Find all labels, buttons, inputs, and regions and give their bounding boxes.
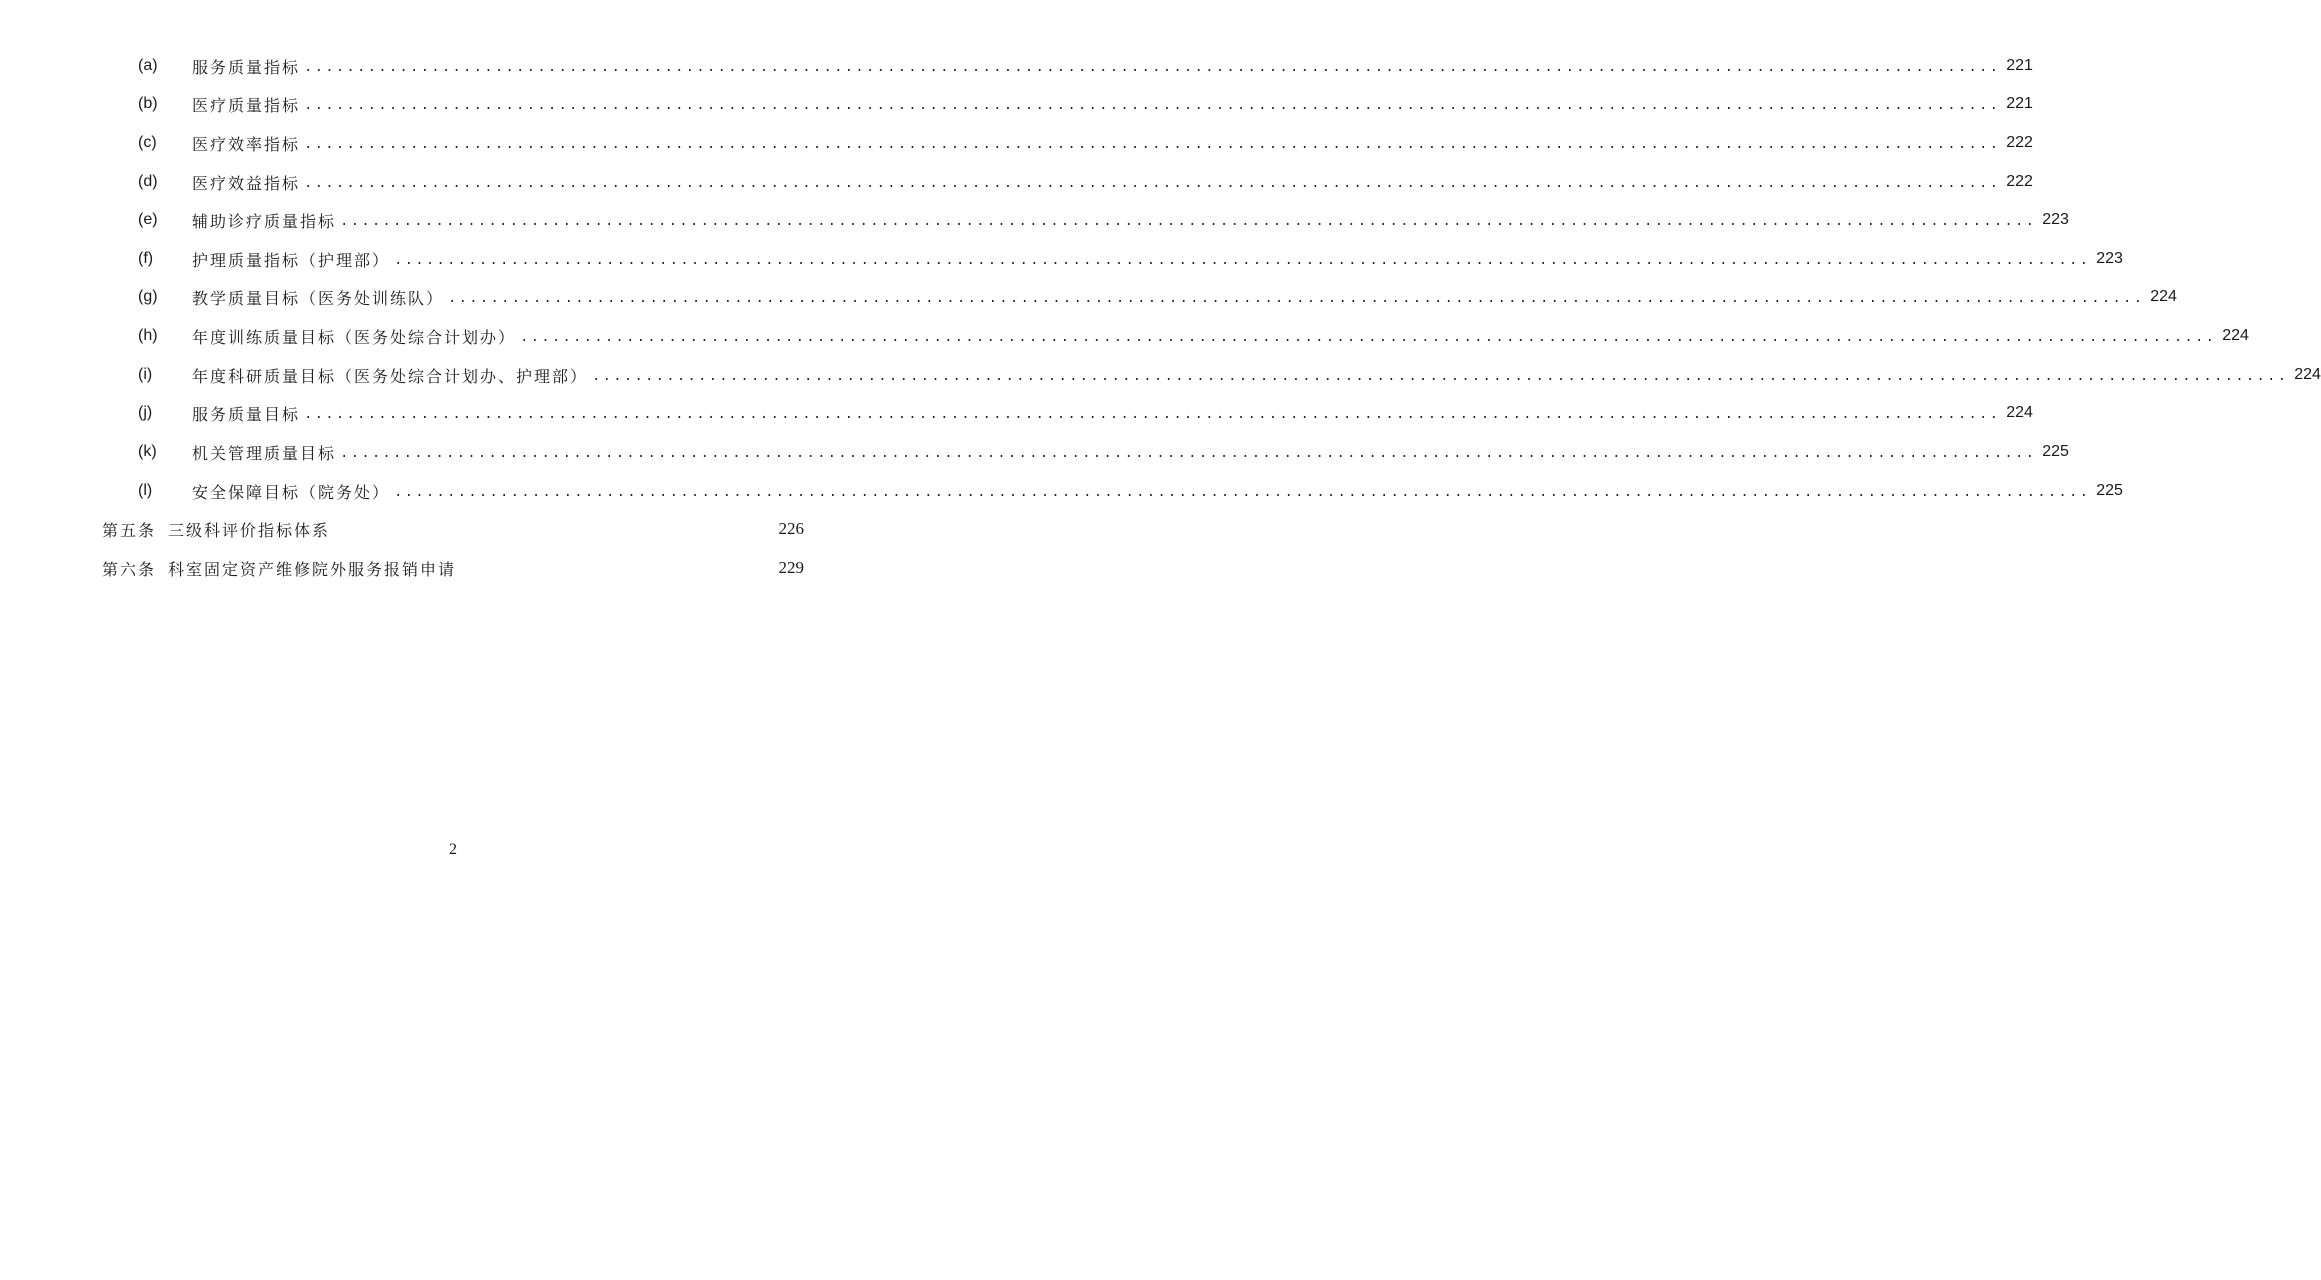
toc-entry-page: 221	[2006, 57, 2033, 74]
toc-entry-page: 224	[2222, 327, 2249, 344]
toc-entry-page: 224	[2150, 288, 2177, 305]
toc-entry-marker: (f)	[138, 250, 154, 267]
dot-leader: ................................................................................................................................................................	[304, 60, 2001, 76]
toc-entry-marker: (a)	[138, 57, 158, 74]
dot-leader: ................................................................................................................................................................	[394, 485, 2091, 501]
toc-entry-marker: (d)	[138, 173, 158, 190]
toc-entry-page: 223	[2096, 250, 2123, 267]
toc-entry-marker: (l)	[138, 482, 153, 499]
toc-article-title	[102, 518, 779, 541]
toc-entry-marker: (b)	[138, 95, 158, 112]
toc-entry-title: 安全保障目标（院务处）	[192, 482, 391, 502]
toc-entry-title: 辅助诊疗质量指标	[192, 211, 337, 231]
toc-entry-title: 医疗质量指标	[192, 95, 301, 115]
toc-article-number: 第五条	[102, 520, 157, 540]
dot-leader: ................................................................................................................................................................	[394, 253, 2091, 269]
toc-entry-f[interactable]	[138, 247, 2123, 271]
toc-entry-title: 医疗效率指标	[192, 134, 301, 154]
toc-entry-marker: (c)	[138, 134, 157, 151]
toc-entry-title: 年度训练质量目标（医务处综合计划办）	[192, 327, 517, 347]
dot-leader: ................................................................................................................................................................	[340, 446, 2037, 462]
toc-entry-page: 223	[2042, 211, 2069, 228]
dot-leader: ................................................................................................................................................................	[340, 214, 2037, 230]
toc-article-text: 三级科评价指标体系	[168, 520, 331, 540]
toc-entry-title: 医疗效益指标	[192, 173, 301, 193]
toc-entry-page: 222	[2006, 134, 2033, 151]
toc-entry-b[interactable]	[138, 92, 2033, 116]
dot-leader: ................................................................................................................................................................	[448, 291, 2145, 307]
toc-entry-i[interactable]	[138, 363, 2321, 387]
toc-entry-h[interactable]	[138, 324, 2249, 348]
page-number: 2	[449, 841, 457, 858]
toc-entry-title: 服务质量目标	[192, 404, 301, 424]
dot-leader: ................................................................................................................................................................	[304, 407, 2001, 423]
toc-entry-page: 225	[2042, 443, 2069, 460]
toc-article-title	[102, 557, 779, 580]
toc-entry-d[interactable]	[138, 170, 2033, 194]
toc-entry-marker: (h)	[138, 327, 158, 344]
toc-entry-marker: (e)	[138, 211, 158, 228]
toc-article-text: 科室固定资产维修院外服务报销申请	[168, 559, 457, 579]
toc-entry-l[interactable]	[138, 479, 2123, 503]
toc-entry-marker: (j)	[138, 404, 153, 421]
toc-entry-j[interactable]	[138, 401, 2033, 425]
dot-leader: ................................................................................................................................................................	[304, 137, 2001, 153]
toc-entry-marker: (g)	[138, 288, 158, 305]
toc-article-page: 226	[778, 519, 804, 538]
toc-entry-page: 224	[2294, 366, 2321, 383]
toc-entry-title: 护理质量指标（护理部）	[192, 250, 391, 270]
toc-article-page: 229	[778, 558, 804, 577]
toc-entry-title: 年度科研质量目标（医务处综合计划办、护理部）	[192, 366, 589, 386]
toc-entry-g[interactable]	[138, 285, 2177, 309]
toc-entry-c[interactable]	[138, 131, 2033, 155]
toc-entry-marker: (k)	[138, 443, 157, 460]
toc-article-6[interactable]	[102, 556, 804, 580]
toc-entry-k[interactable]	[138, 440, 2069, 464]
dot-leader: ................................................................................................................................................................	[304, 176, 2001, 192]
toc-entry-page: 222	[2006, 173, 2033, 190]
dot-leader: ................................................................................................................................................................	[520, 330, 2217, 346]
toc-article-5[interactable]	[102, 517, 804, 541]
toc-article-number: 第六条	[102, 559, 157, 579]
dot-leader: ................................................................................................................................................................	[304, 98, 2001, 114]
dot-leader: ................................................................................................................................................................	[592, 369, 2289, 385]
toc-entry-title: 教学质量目标（医务处训练队）	[192, 288, 445, 308]
toc-entry-marker: (i)	[138, 366, 153, 383]
toc-entry-e[interactable]	[138, 208, 2069, 232]
toc-entry-title: 机关管理质量目标	[192, 443, 337, 463]
toc-entry-page: 221	[2006, 95, 2033, 112]
toc-entry-page: 225	[2096, 482, 2123, 499]
toc-entry-page: 224	[2006, 404, 2033, 421]
toc-entry-a[interactable]	[138, 54, 2033, 78]
toc-entry-title: 服务质量指标	[192, 57, 301, 77]
